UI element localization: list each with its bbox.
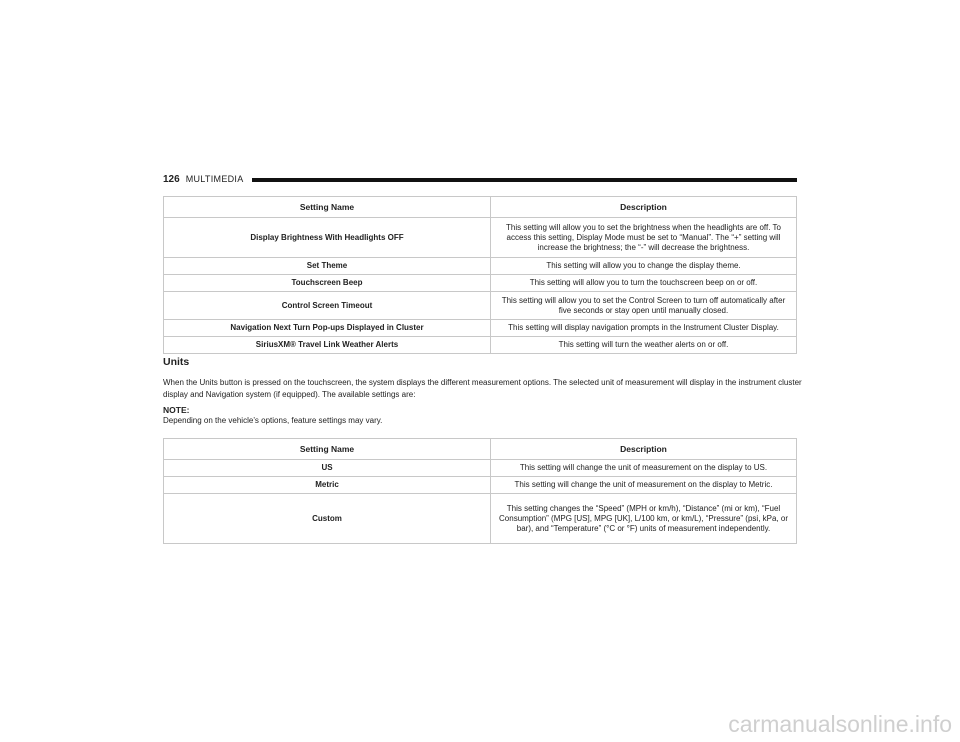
- setting-description: This setting will allow you to turn the touchscreen beep on or off.: [491, 275, 797, 292]
- section-title: MULTIMEDIA: [185, 174, 244, 184]
- setting-description: This setting will turn the weather alerts on or off.: [491, 337, 797, 354]
- note-text: Depending on the vehicle’s options, feature settings may vary.: [163, 416, 383, 425]
- setting-description: This setting will allow you to set the Control Screen to turn off automatically after five seconds or stay open until manually closed.: [491, 292, 797, 320]
- note-label: NOTE:: [163, 405, 190, 415]
- watermark: carmanualsonline.info: [728, 711, 952, 737]
- table-header-row: [164, 439, 797, 460]
- table-row: [164, 337, 797, 354]
- setting-name: Navigation Next Turn Pop-ups Displayed in Cluster: [164, 320, 491, 337]
- units-heading: Units: [163, 356, 190, 368]
- setting-description: This setting will allow you to set the brightness when the headlights are off. To access this setting, Display Mode must be set to “Manual”. The “+” setting will increase the brightness; the “-” will decrease the brightness.: [491, 218, 797, 258]
- setting-name: Custom: [164, 494, 491, 544]
- setting-description: This setting changes the “Speed” (MPH or km/h), “Distance” (mi or km), “Fuel Consumption” (MPG [US], MPG [UK], L/100 km, or km/L), “Pressure” (psi, kPa, or bar), and “Temperature” (°C or °F) units of measurement independently.: [491, 494, 797, 544]
- page-number: 126: [163, 173, 180, 185]
- table-header-row: [164, 197, 797, 218]
- setting-description: This setting will change the unit of measurement on the display to Metric.: [491, 477, 797, 494]
- setting-name: US: [164, 460, 491, 477]
- column-header-description: Description: [491, 439, 797, 460]
- setting-description: This setting will display navigation prompts in the Instrument Cluster Display.: [491, 320, 797, 337]
- table-row: [164, 218, 797, 258]
- units-table: [163, 438, 797, 544]
- table-row: [164, 292, 797, 320]
- setting-name: Set Theme: [164, 258, 491, 275]
- units-paragraph: When the Units button is pressed on the touchscreen, the system displays the different measurement options. The selected unit of measurement will display in the instrument cluster display and Navigation system (if equipped). The available settings are:: [163, 378, 802, 399]
- table-row: [164, 258, 797, 275]
- setting-name: Display Brightness With Headlights OFF: [164, 218, 491, 258]
- setting-description: This setting will allow you to change the display theme.: [491, 258, 797, 275]
- settings-table: [163, 196, 797, 354]
- page-header: [163, 171, 797, 187]
- table-row: [164, 477, 797, 494]
- table-row: [164, 460, 797, 477]
- column-header-setting-name: Setting Name: [164, 439, 491, 460]
- setting-name: Metric: [164, 477, 491, 494]
- table-row: [164, 494, 797, 544]
- table-row: [164, 275, 797, 292]
- setting-name: Control Screen Timeout: [164, 292, 491, 320]
- setting-description: This setting will change the unit of measurement on the display to US.: [491, 460, 797, 477]
- header-rule: [252, 178, 797, 182]
- column-header-setting-name: Setting Name: [164, 197, 491, 218]
- column-header-description: Description: [491, 197, 797, 218]
- table-row: [164, 320, 797, 337]
- setting-name: Touchscreen Beep: [164, 275, 491, 292]
- setting-name: SiriusXM® Travel Link Weather Alerts: [164, 337, 491, 354]
